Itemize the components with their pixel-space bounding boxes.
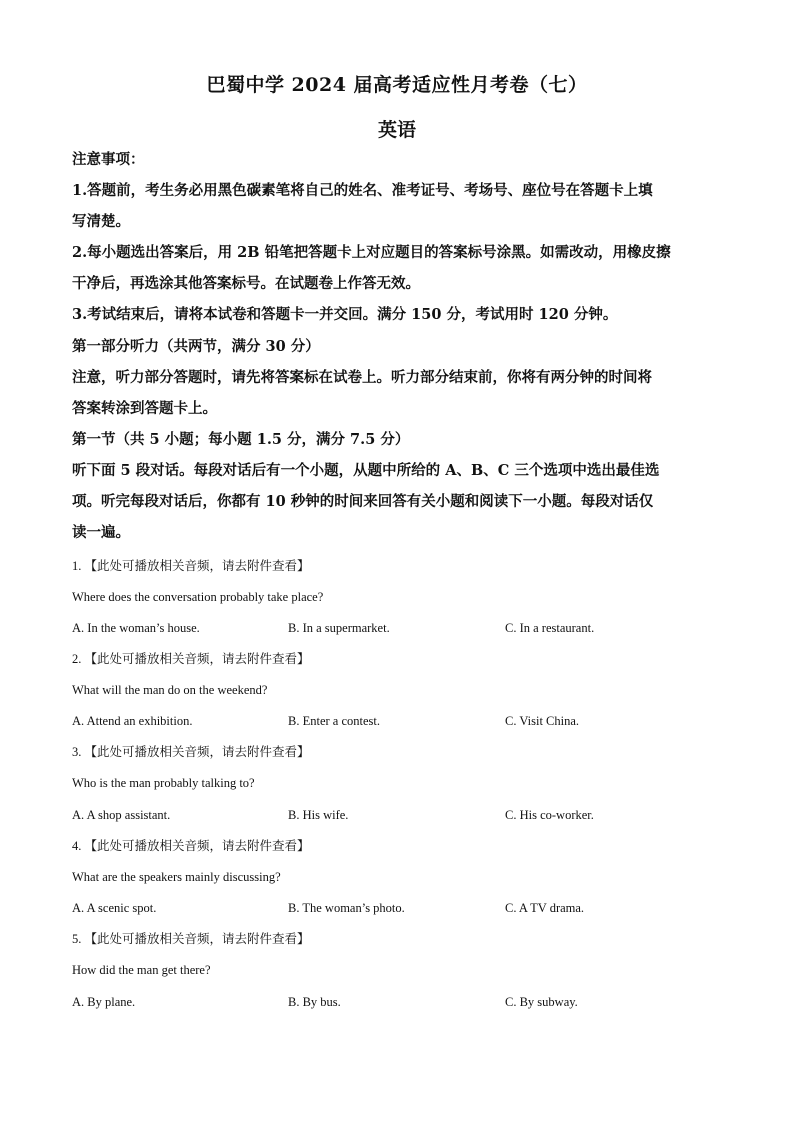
question-stem: How did the man get there? <box>72 963 211 977</box>
section1-line: 听下面 5 段对话。每段对话后有一个小题，从题中所给的 A、B、C 三个选项中选出最佳选 <box>72 462 660 479</box>
part1-heading: 第一部分听力（共两节，满分 30 分） <box>72 338 320 355</box>
question-stem: What are the speakers mainly discussing? <box>72 870 281 884</box>
question-label: 3. 【此处可播放相关音频，请去附件查看】 <box>72 745 310 759</box>
option-a: A. Attend an exhibition. <box>72 714 193 728</box>
section1-line: 项。听完每段对话后，你都有 10 秒钟的时间来回答有关小题和阅读下一小题。每段对话仅 <box>72 493 654 510</box>
notes-line: 写清楚。 <box>72 213 130 230</box>
option-a: A. A shop assistant. <box>72 808 171 822</box>
option-b: B. In a supermarket. <box>288 621 390 635</box>
section1-line: 读一遍。 <box>72 524 130 541</box>
option-a: A. By plane. <box>72 995 136 1009</box>
notes-heading: 注意事项： <box>72 151 145 168</box>
option-a: A. A scenic spot. <box>72 901 157 915</box>
part1-note-line: 答案转涂到答题卡上。 <box>72 400 217 417</box>
option-b: B. His wife. <box>288 808 349 822</box>
question-stem: What will the man do on the weekend? <box>72 683 268 697</box>
option-c: C. A TV drama. <box>505 901 585 915</box>
option-b: B. Enter a contest. <box>288 714 380 728</box>
question-stem: Where does the conversation probably take place? <box>72 590 324 604</box>
question-label: 1. 【此处可播放相关音频，请去附件查看】 <box>72 559 310 573</box>
notes-line: 2.每小题选出答案后，用 2B 铅笔把答题卡上对应题目的答案标号涂黑。如需改动，用橡皮擦 <box>72 244 671 261</box>
notes-line: 干净后，再选涂其他答案标号。在试题卷上作答无效。 <box>72 275 420 292</box>
section1-heading: 第一节（共 5 小题；每小题 1.5 分，满分 7.5 分） <box>72 431 410 448</box>
option-c: C. His co-worker. <box>505 808 594 822</box>
option-a: A. In the woman’s house. <box>72 621 200 635</box>
exam-title: 巴蜀中学 2024 届高考适应性月考卷（七） <box>206 74 588 96</box>
notes-line: 3.考试结束后，请将本试卷和答题卡一并交回。满分 150 分，考试用时 120 分钟。 <box>72 306 618 323</box>
option-c: C. By subway. <box>505 995 578 1009</box>
question-label: 5. 【此处可播放相关音频，请去附件查看】 <box>72 932 310 946</box>
option-c: C. In a restaurant. <box>505 621 595 635</box>
question-label: 4. 【此处可播放相关音频，请去附件查看】 <box>72 839 310 853</box>
option-b: B. The woman’s photo. <box>288 901 405 915</box>
exam-subject: 英语 <box>377 119 416 141</box>
question-label: 2. 【此处可播放相关音频，请去附件查看】 <box>72 652 310 666</box>
part1-note-line: 注意，听力部分答题时，请先将答案标在试卷上。听力部分结束前，你将有两分钟的时间将 <box>72 369 652 386</box>
option-b: B. By bus. <box>288 995 341 1009</box>
question-stem: Who is the man probably talking to? <box>72 776 255 790</box>
notes-line: 1.答题前，考生务必用黑色碳素笔将自己的姓名、准考证号、考场号、座位号在答题卡上填 <box>72 182 653 199</box>
option-c: C. Visit China. <box>505 714 580 728</box>
